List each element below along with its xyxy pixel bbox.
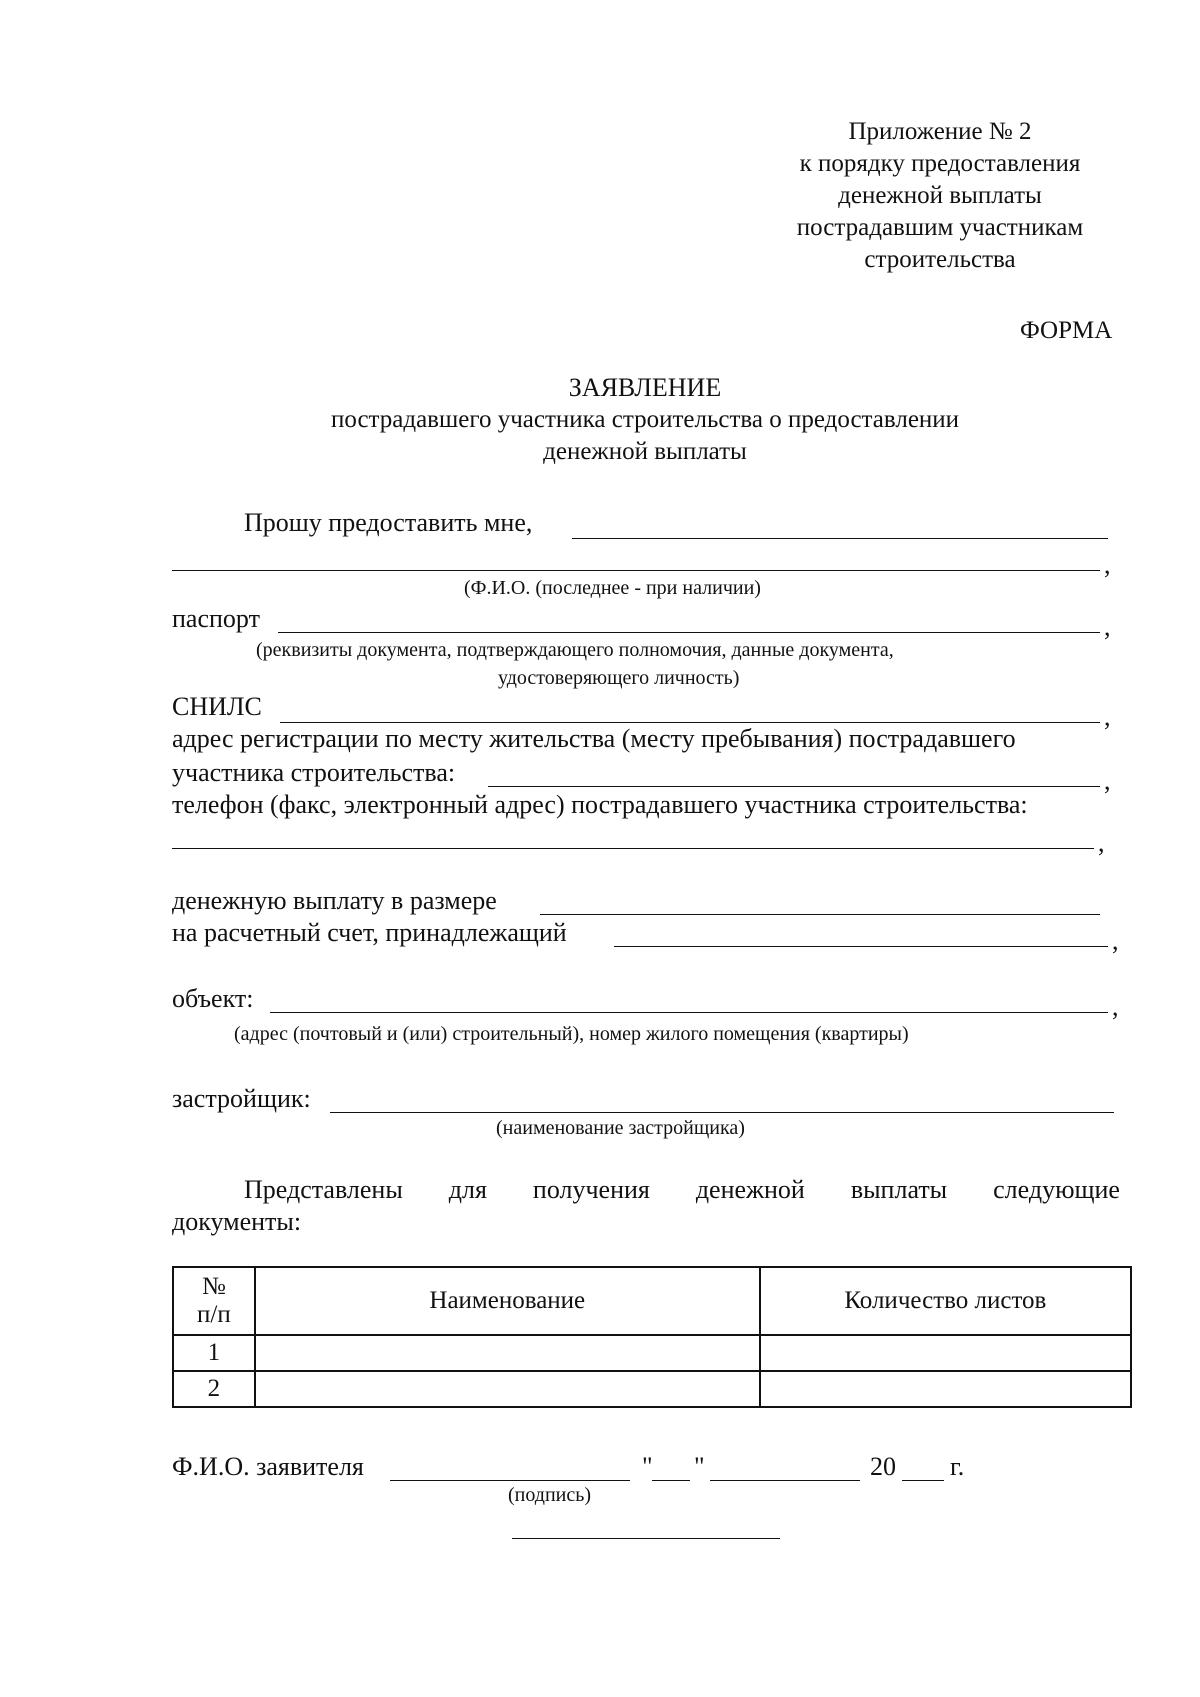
annex-line: Приложение № 2	[848, 118, 1032, 145]
developer-input-line[interactable]	[330, 1112, 1114, 1113]
annex-header	[760, 116, 1120, 276]
documents-intro-word: денежной	[695, 1175, 805, 1204]
document-title	[170, 372, 1120, 468]
amount-label: денежную выплату в размере	[172, 886, 497, 915]
quote-close: "	[694, 1452, 705, 1481]
developer-label: застройщик:	[172, 1084, 311, 1113]
object-label: объект:	[172, 984, 254, 1013]
quote-open: "	[642, 1452, 653, 1481]
documents-intro-line1	[172, 1175, 1120, 1205]
amount-input-line[interactable]	[540, 914, 1100, 915]
snils-input-line[interactable]	[280, 722, 1100, 723]
row-num-cell: 1	[173, 1335, 255, 1371]
year-suffix: г.	[950, 1452, 965, 1481]
documents-intro-word: следующие	[993, 1175, 1120, 1204]
documents-intro-word: для	[448, 1175, 487, 1204]
col-header-num	[173, 1267, 255, 1335]
year-input-line[interactable]	[902, 1480, 944, 1481]
day-input-line[interactable]	[652, 1480, 690, 1481]
title-heading: ЗАЯВЛЕНИЕ	[568, 373, 722, 402]
table-row	[173, 1335, 1131, 1371]
row-num-cell: 2	[173, 1371, 255, 1407]
year-prefix: 20	[870, 1452, 896, 1481]
account-label: на расчетный счет, принадлежащий	[172, 918, 567, 947]
documents-intro-line2: документы:	[172, 1207, 302, 1236]
annex-line: денежной выплаты	[838, 182, 1042, 209]
comma: ,	[1104, 612, 1111, 641]
comma: ,	[1112, 926, 1119, 955]
comma: ,	[1112, 992, 1119, 1021]
annex-line: пострадавшим участникам	[796, 214, 1084, 241]
developer-hint: (наименование застройщика)	[496, 1117, 745, 1139]
passport-hint-line2: удостоверяющего личность)	[498, 667, 740, 689]
address-label-line1: адрес регистрации по месту жительства (месту пребывания) пострадавшего	[172, 724, 1016, 753]
passport-label: паспорт	[172, 604, 260, 633]
col-header-name: Наименование	[255, 1267, 760, 1335]
month-input-line[interactable]	[710, 1480, 860, 1481]
signature-hint: (подпись)	[508, 1484, 592, 1506]
col-header-num-line1: №	[201, 1273, 226, 1300]
extra-signature-line[interactable]	[512, 1538, 780, 1539]
row-pages-cell[interactable]	[760, 1371, 1131, 1407]
address-input-line[interactable]	[488, 786, 1100, 787]
title-subtitle-line2: денежной выплаты	[543, 438, 747, 465]
comma: ,	[1098, 828, 1105, 857]
passport-input-line[interactable]	[278, 632, 1100, 633]
row-name-cell[interactable]	[255, 1335, 760, 1371]
phone-input-line[interactable]	[172, 848, 1094, 849]
documents-intro-word: получения	[532, 1175, 650, 1204]
name-input-line-1[interactable]	[572, 538, 1108, 539]
col-header-num-line2: п/п	[197, 1301, 231, 1328]
address-label-line2: участника строительства:	[172, 758, 456, 787]
documents-intro-word: Представлены	[244, 1175, 403, 1204]
snils-label: СНИЛС	[172, 692, 262, 721]
documents-intro-word: выплаты	[850, 1175, 948, 1204]
title-subtitle-line1: пострадавшего участника строительства о предоставлении	[330, 406, 960, 433]
row-name-cell[interactable]	[255, 1371, 760, 1407]
comma: ,	[1104, 702, 1111, 731]
name-input-line-2[interactable]	[172, 570, 1100, 571]
comma: ,	[1104, 550, 1111, 579]
annex-line: строительства	[864, 246, 1016, 273]
annex-line: к порядку предоставления	[799, 150, 1081, 177]
comma: ,	[1104, 766, 1111, 795]
phone-label: телефон (факс, электронный адрес) пострадавшего участника строительства:	[172, 790, 1028, 819]
object-hint: (адрес (почтовый и (или) строительный), номер жилого помещения (квартиры)	[234, 1023, 909, 1045]
object-input-line[interactable]	[270, 1012, 1108, 1013]
row-pages-cell[interactable]	[760, 1335, 1131, 1371]
col-header-pages: Количество листов	[760, 1267, 1131, 1335]
form-label: ФОРМА	[1020, 317, 1113, 344]
table-row	[173, 1371, 1131, 1407]
fio-hint: (Ф.И.О. (последнее - при наличии)	[464, 577, 761, 599]
table-header-row	[173, 1267, 1131, 1335]
applicant-label: Ф.И.О. заявителя	[172, 1452, 364, 1481]
request-label: Прошу предоставить мне,	[244, 508, 533, 537]
account-input-line[interactable]	[614, 946, 1108, 947]
documents-table	[172, 1266, 1132, 1408]
passport-hint-line1: (реквизиты документа, подтверждающего полномочия, данные документа,	[256, 639, 894, 661]
applicant-signature-line[interactable]	[390, 1480, 630, 1481]
